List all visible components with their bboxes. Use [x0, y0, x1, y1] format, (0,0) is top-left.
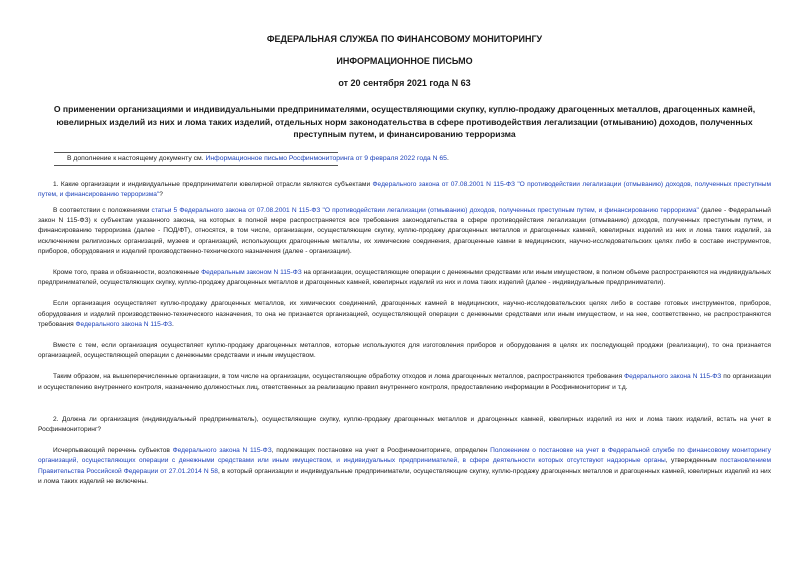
paragraph-answer-2: [38, 446, 771, 487]
paragraph-text: В соответствии с положениями: [53, 206, 152, 214]
paragraph-question-2: [38, 415, 771, 435]
paragraph-however: [38, 341, 771, 361]
paragraph-entrepreneurs: [38, 268, 771, 288]
agency-name: ФЕДЕРАЛЬНАЯ СЛУЖБА ПО ФИНАНСОВОМУ МОНИТОРИНГУ: [266, 34, 543, 44]
paragraph-text: , в который организации и индивидуальные предприниматели, осуществляющие скупку, куплю-продажу драгоценных металлов и драгоценных камней, ювелирных изделий из них и лома таких изделий не включены.: [38, 467, 771, 485]
paragraph-text: Если организация осуществляет куплю-продажу драгоценных металлов, их химических соединений, драгоценных камней в медицинских, научно-исследовательских целях либо в составе готовых инструментов, приборов, оборудования и изделий производственно-технического назначения, то она не признается организацией, осуществляющей операции с денежными средствами или иным имуществом, и на нее, соответственно, не распространяются требования: [38, 300, 771, 328]
document-date-number: от 20 сентября 2021 года N 63: [338, 78, 471, 88]
government-decree-link[interactable]: постановлением Правительства Российской Федерации от 27.01.2014 N 58: [38, 457, 771, 475]
paragraph-text: (далее - Федеральный закон N 115-ФЗ) к субъектам указанного закона, на которых в полной мере распространяется все требования законодательства в сфере противодействия легализации (отмыванию) доходов, полученных преступным путем, и финансированию терроризма (далее - ПОД/ФТ), относятся, в том числе, организации, осуществляющие скупку, куплю-продажу драгоценных металлов и драгоценных камней, ювелирных изделий из них и лома таких изделий, за исключением религиозных организаций, музеев и организаций, использующих драгоценные металлы, их химические соединения, драгоценные камни в медицинских, научно-исследовательских целях либо в составе инструментов, приборов, оборудования и изделий производственно-технического назначения (далее - организации).: [38, 206, 771, 255]
paragraph-question-1: [38, 180, 771, 200]
reference-text: [54, 153, 449, 165]
paragraph-text: на организации, осуществляющие операции с денежными средствами или иным имуществом, в полном объеме распространяются на индивидуальных предпринимателей, осуществляющих скупку, куплю-продажу драгоценных металлов и драгоценных камней, ювелирных изделий из них и лома таких изделий (далее - индивидуальные предприниматели).: [38, 268, 771, 287]
document-title: О применении организациями и индивидуальными предпринимателями, осуществляющими скупку, куплю-продажу драгоценных металлов, драгоценных камней, ювелирных изделий из них и лома таких изделий, отдельных норм законодательства в сфере противодействия легализации (отмыванию) доходов, полученных преступным путем, и финансированию терроризма: [53, 104, 756, 139]
reference-prefix: В дополнение к настоящему документу см.: [67, 154, 206, 162]
paragraph-text: , подлежащих постановке на учет в Росфинмониторинге, определен: [271, 447, 491, 455]
law-link[interactable]: Федерального закона от 07.08.2001 N 115-ФЗ "О противодействии легализации (отмыванию) доходов, полученных преступным путем, и финансированию терроризма": [38, 180, 772, 198]
paragraph-text: по организации и осуществлению внутреннего контроля, назначению должностных лиц, ответственных за реализацию правил внутреннего контроля, предоставлению информации в Росфинмониторинг и т.д.: [38, 373, 771, 391]
paragraph-text: Исчерпывающий перечень субъектов: [53, 447, 173, 455]
paragraph-exemption: [38, 299, 771, 330]
paragraph-text: 1. Какие организации и индивидуальные предприниматели ювелирной отрасли являются субъектами: [53, 180, 373, 188]
document-body: [38, 180, 771, 487]
law-link[interactable]: Федерального закона N 115-ФЗ: [75, 320, 173, 328]
law-article-link[interactable]: статьи 5 Федерального закона от 07.08.2001 N 115-ФЗ "О противодействии легализации (отмыванию) доходов, полученных преступным путем, и финансированию терроризма": [151, 206, 699, 214]
paragraph-text: 2. Должна ли организация (индивидуальный предприниматель), осуществляющие скупку, куплю-продажу драгоценных металлов и драгоценных камней, ювелирных изделий из них и лома таких изделий, встать на учет в Росфинмониторинг?: [38, 415, 771, 433]
paragraph-text: , утвержденным: [665, 457, 721, 465]
reference-suffix: .: [446, 154, 449, 162]
paragraph-conclusion: [38, 372, 771, 392]
paragraph-text: Вместе с тем, если организация осуществляет куплю-продажу драгоценных металлов, которые используются для изготовления приборов и оборудования в целях их последующей продажи (реализации), то она признается организацией, осуществляющей операции с денежными средствами и иным имуществом.: [38, 341, 771, 360]
paragraph-text: Кроме того, права и обязанности, возложенные: [53, 268, 202, 276]
document-type: ИНФОРМАЦИОННОЕ ПИСЬМО: [336, 56, 473, 66]
law-link[interactable]: Федерального закона N 115-ФЗ: [624, 373, 722, 381]
paragraph-answer-1: [38, 206, 771, 257]
law-link[interactable]: Федерального закона N 115-ФЗ: [172, 447, 272, 455]
law-link[interactable]: Федеральным законом N 115-ФЗ: [201, 268, 302, 276]
reference-note: [54, 152, 449, 166]
divider-bottom: [54, 165, 338, 166]
regulation-link[interactable]: Положением о постановке на учет в Федеральной службе по финансовому мониторингу организаций, осуществляющих операции с денежными средствами или иным имуществом, и индивидуальных предпринимателей, в сфере деятельности которых отсутствуют надзорные органы: [38, 447, 771, 465]
reference-link[interactable]: Информационное письмо Росфинмониторинга от 9 февраля 2022 года N 65: [205, 154, 447, 162]
paragraph-text: Таким образом, на вышеперечисленные организации, в том числе на организации, осуществляющие обработку отходов и лома драгоценных металлов, распространяются требования: [53, 373, 625, 381]
paragraph-text: .: [172, 320, 174, 328]
paragraph-text: ?: [159, 190, 163, 198]
